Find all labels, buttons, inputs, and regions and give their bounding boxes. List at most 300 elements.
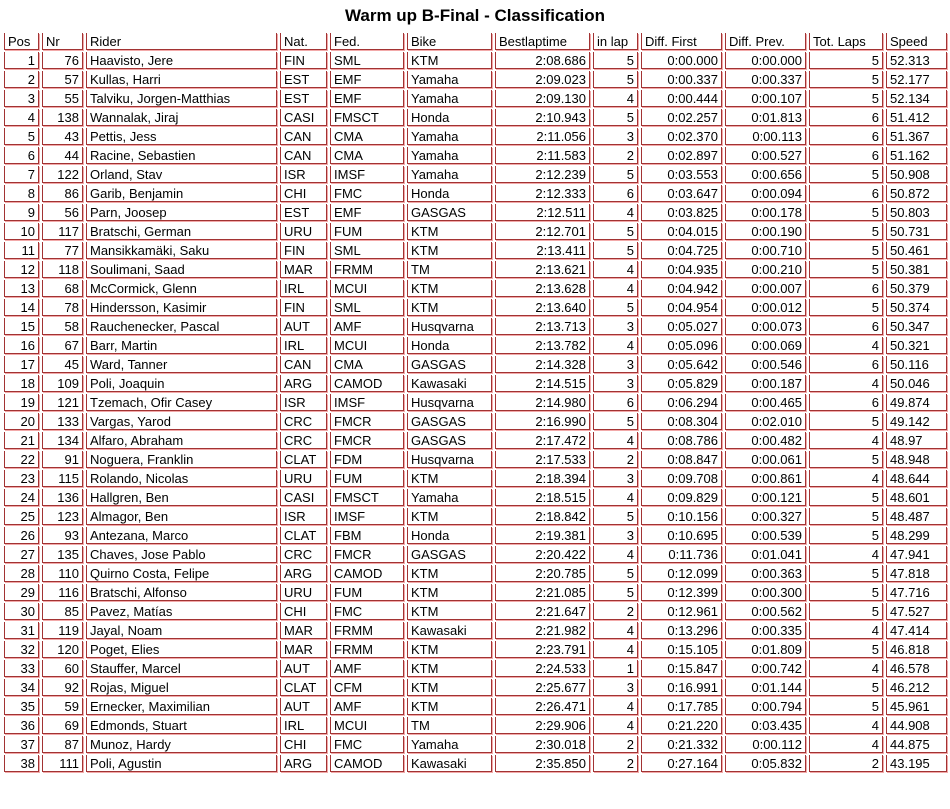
cell-rider: Munoz, Hardy — [86, 736, 277, 753]
cell-fed: EMF — [330, 204, 404, 221]
cell-pos: 3 — [4, 90, 39, 107]
cell-speed: 44.875 — [886, 736, 947, 753]
cell-diff_prev: 0:00.012 — [725, 299, 806, 316]
cell-rider: Parn, Joosep — [86, 204, 277, 221]
cell-rider: Garib, Benjamin — [86, 185, 277, 202]
cell-tot_laps: 4 — [809, 546, 883, 563]
cell-pos: 35 — [4, 698, 39, 715]
cell-in_lap: 5 — [593, 299, 638, 316]
cell-fed: CAMOD — [330, 375, 404, 392]
cell-nat: CRC — [280, 432, 327, 449]
cell-fed: CMA — [330, 356, 404, 373]
cell-diff_prev: 0:00.742 — [725, 660, 806, 677]
cell-bestlaptime: 2:18.394 — [495, 470, 590, 487]
cell-nr: 91 — [42, 451, 83, 468]
cell-pos: 38 — [4, 755, 39, 772]
cell-tot_laps: 5 — [809, 641, 883, 658]
cell-speed: 47.818 — [886, 565, 947, 582]
cell-in_lap: 5 — [593, 584, 638, 601]
cell-rider: Soulimani, Saad — [86, 261, 277, 278]
cell-rider: Stauffer, Marcel — [86, 660, 277, 677]
cell-diff_first: 0:04.935 — [641, 261, 722, 278]
cell-fed: AMF — [330, 660, 404, 677]
cell-speed: 44.908 — [886, 717, 947, 734]
cell-in_lap: 4 — [593, 698, 638, 715]
cell-bestlaptime: 2:29.906 — [495, 717, 590, 734]
cell-nr: 110 — [42, 565, 83, 582]
cell-fed: FUM — [330, 223, 404, 240]
cell-fed: FBM — [330, 527, 404, 544]
cell-bike: KTM — [407, 508, 492, 525]
table-row — [4, 489, 947, 506]
cell-speed: 48.644 — [886, 470, 947, 487]
cell-bike: Yamaha — [407, 166, 492, 183]
cell-nat: CLAT — [280, 679, 327, 696]
cell-in_lap: 5 — [593, 508, 638, 525]
cell-bestlaptime: 2:13.628 — [495, 280, 590, 297]
table-row — [4, 128, 947, 145]
cell-nat: IRL — [280, 280, 327, 297]
cell-diff_prev: 0:00.546 — [725, 356, 806, 373]
cell-diff_first: 0:02.370 — [641, 128, 722, 145]
cell-rider: Mansikkamäki, Saku — [86, 242, 277, 259]
cell-bestlaptime: 2:18.842 — [495, 508, 590, 525]
cell-in_lap: 3 — [593, 356, 638, 373]
cell-in_lap: 6 — [593, 394, 638, 411]
cell-diff_prev: 0:00.465 — [725, 394, 806, 411]
cell-in_lap: 4 — [593, 204, 638, 221]
cell-fed: EMF — [330, 90, 404, 107]
cell-bike: Yamaha — [407, 147, 492, 164]
cell-pos: 8 — [4, 185, 39, 202]
cell-fed: FRMM — [330, 641, 404, 658]
cell-bike: TM — [407, 261, 492, 278]
cell-fed: FRMM — [330, 622, 404, 639]
header-cell-rider: Rider — [86, 33, 277, 50]
table-row — [4, 603, 947, 620]
cell-pos: 17 — [4, 356, 39, 373]
cell-in_lap: 5 — [593, 223, 638, 240]
cell-pos: 30 — [4, 603, 39, 620]
cell-rider: Poget, Elies — [86, 641, 277, 658]
table-row — [4, 451, 947, 468]
cell-bike: KTM — [407, 52, 492, 69]
cell-nr: 85 — [42, 603, 83, 620]
header-cell-nr: Nr — [42, 33, 83, 50]
cell-diff_first: 0:21.332 — [641, 736, 722, 753]
cell-diff_prev: 0:00.000 — [725, 52, 806, 69]
cell-tot_laps: 5 — [809, 489, 883, 506]
table-row — [4, 641, 947, 658]
cell-bestlaptime: 2:14.328 — [495, 356, 590, 373]
header-cell-speed: Speed — [886, 33, 947, 50]
cell-bestlaptime: 2:24.533 — [495, 660, 590, 677]
cell-tot_laps: 6 — [809, 185, 883, 202]
cell-diff_first: 0:00.337 — [641, 71, 722, 88]
cell-rider: Rolando, Nicolas — [86, 470, 277, 487]
cell-fed: FMCR — [330, 432, 404, 449]
cell-in_lap: 4 — [593, 641, 638, 658]
cell-fed: FUM — [330, 584, 404, 601]
table-row — [4, 375, 947, 392]
cell-pos: 33 — [4, 660, 39, 677]
cell-speed: 48.601 — [886, 489, 947, 506]
cell-nr: 123 — [42, 508, 83, 525]
table-row — [4, 736, 947, 753]
cell-nat: ISR — [280, 508, 327, 525]
cell-speed: 50.379 — [886, 280, 947, 297]
cell-diff_prev: 0:00.121 — [725, 489, 806, 506]
cell-bestlaptime: 2:17.472 — [495, 432, 590, 449]
header-cell-nat: Nat. — [280, 33, 327, 50]
cell-speed: 50.461 — [886, 242, 947, 259]
cell-rider: Vargas, Yarod — [86, 413, 277, 430]
cell-in_lap: 4 — [593, 337, 638, 354]
cell-in_lap: 5 — [593, 565, 638, 582]
cell-bike: Kawasaki — [407, 375, 492, 392]
cell-rider: Quirno Costa, Felipe — [86, 565, 277, 582]
cell-bestlaptime: 2:09.130 — [495, 90, 590, 107]
cell-diff_first: 0:13.296 — [641, 622, 722, 639]
cell-bike: Yamaha — [407, 71, 492, 88]
table-row — [4, 337, 947, 354]
cell-nat: AUT — [280, 660, 327, 677]
table-row — [4, 261, 947, 278]
cell-fed: IMSF — [330, 508, 404, 525]
cell-nr: 109 — [42, 375, 83, 392]
cell-bike: Yamaha — [407, 736, 492, 753]
cell-diff_prev: 0:05.832 — [725, 755, 806, 772]
cell-speed: 49.874 — [886, 394, 947, 411]
cell-pos: 27 — [4, 546, 39, 563]
cell-tot_laps: 4 — [809, 470, 883, 487]
table-row — [4, 242, 947, 259]
cell-tot_laps: 6 — [809, 394, 883, 411]
cell-fed: IMSF — [330, 394, 404, 411]
table-row — [4, 413, 947, 430]
cell-speed: 50.731 — [886, 223, 947, 240]
table-row — [4, 109, 947, 126]
cell-rider: Rojas, Miguel — [86, 679, 277, 696]
cell-rider: Bratschi, Alfonso — [86, 584, 277, 601]
cell-diff_first: 0:17.785 — [641, 698, 722, 715]
cell-fed: CAMOD — [330, 755, 404, 772]
cell-nr: 87 — [42, 736, 83, 753]
header-cell-tot_laps: Tot. Laps — [809, 33, 883, 50]
cell-rider: Rauchenecker, Pascal — [86, 318, 277, 335]
table-row — [4, 52, 947, 69]
cell-diff_prev: 0:00.061 — [725, 451, 806, 468]
cell-pos: 12 — [4, 261, 39, 278]
cell-tot_laps: 5 — [809, 299, 883, 316]
cell-rider: Jayal, Noam — [86, 622, 277, 639]
cell-bestlaptime: 2:12.333 — [495, 185, 590, 202]
cell-bestlaptime: 2:13.713 — [495, 318, 590, 335]
cell-diff_prev: 0:00.527 — [725, 147, 806, 164]
cell-nat: ISR — [280, 166, 327, 183]
cell-pos: 2 — [4, 71, 39, 88]
cell-bike: Honda — [407, 109, 492, 126]
cell-in_lap: 4 — [593, 489, 638, 506]
cell-fed: FDM — [330, 451, 404, 468]
cell-speed: 50.381 — [886, 261, 947, 278]
cell-bestlaptime: 2:09.023 — [495, 71, 590, 88]
cell-nat: CRC — [280, 546, 327, 563]
cell-diff_prev: 0:00.335 — [725, 622, 806, 639]
cell-pos: 18 — [4, 375, 39, 392]
cell-nr: 135 — [42, 546, 83, 563]
header-cell-bestlaptime: Bestlaptime — [495, 33, 590, 50]
cell-in_lap: 5 — [593, 52, 638, 69]
cell-nat: CASI — [280, 109, 327, 126]
table-row — [4, 356, 947, 373]
cell-nat: ARG — [280, 375, 327, 392]
cell-fed: SML — [330, 52, 404, 69]
cell-tot_laps: 2 — [809, 755, 883, 772]
cell-in_lap: 6 — [593, 185, 638, 202]
cell-in_lap: 2 — [593, 603, 638, 620]
cell-nat: CASI — [280, 489, 327, 506]
cell-in_lap: 4 — [593, 280, 638, 297]
cell-fed: IMSF — [330, 166, 404, 183]
cell-rider: Ward, Tanner — [86, 356, 277, 373]
table-row — [4, 470, 947, 487]
cell-bike: Yamaha — [407, 489, 492, 506]
cell-nr: 133 — [42, 413, 83, 430]
cell-diff_prev: 0:00.363 — [725, 565, 806, 582]
cell-in_lap: 4 — [593, 717, 638, 734]
cell-rider: Wannalak, Jiraj — [86, 109, 277, 126]
cell-rider: Poli, Agustin — [86, 755, 277, 772]
cell-diff_first: 0:21.220 — [641, 717, 722, 734]
cell-pos: 34 — [4, 679, 39, 696]
cell-in_lap: 3 — [593, 679, 638, 696]
cell-in_lap: 2 — [593, 736, 638, 753]
cell-bestlaptime: 2:21.982 — [495, 622, 590, 639]
cell-fed: FMCR — [330, 546, 404, 563]
cell-speed: 50.321 — [886, 337, 947, 354]
cell-fed: FUM — [330, 470, 404, 487]
cell-rider: Tzemach, Ofir Casey — [86, 394, 277, 411]
cell-in_lap: 4 — [593, 546, 638, 563]
cell-bestlaptime: 2:13.782 — [495, 337, 590, 354]
cell-nat: URU — [280, 223, 327, 240]
cell-bestlaptime: 2:13.411 — [495, 242, 590, 259]
cell-tot_laps: 5 — [809, 413, 883, 430]
cell-nr: 115 — [42, 470, 83, 487]
cell-diff_first: 0:03.647 — [641, 185, 722, 202]
cell-bike: Yamaha — [407, 128, 492, 145]
cell-fed: AMF — [330, 698, 404, 715]
cell-nat: ARG — [280, 755, 327, 772]
cell-diff_first: 0:15.105 — [641, 641, 722, 658]
cell-tot_laps: 5 — [809, 204, 883, 221]
cell-diff_prev: 0:00.187 — [725, 375, 806, 392]
cell-diff_first: 0:06.294 — [641, 394, 722, 411]
cell-diff_first: 0:09.829 — [641, 489, 722, 506]
cell-nr: 76 — [42, 52, 83, 69]
cell-nat: EST — [280, 71, 327, 88]
cell-bike: Kawasaki — [407, 755, 492, 772]
cell-nr: 118 — [42, 261, 83, 278]
header-cell-bike: Bike — [407, 33, 492, 50]
table-row — [4, 622, 947, 639]
cell-fed: FMC — [330, 603, 404, 620]
cell-diff_first: 0:16.991 — [641, 679, 722, 696]
cell-fed: SML — [330, 299, 404, 316]
cell-nr: 111 — [42, 755, 83, 772]
cell-rider: Kullas, Harri — [86, 71, 277, 88]
cell-diff_first: 0:04.942 — [641, 280, 722, 297]
cell-bike: Kawasaki — [407, 622, 492, 639]
cell-bike: Husqvarna — [407, 394, 492, 411]
cell-bestlaptime: 2:14.515 — [495, 375, 590, 392]
cell-in_lap: 2 — [593, 755, 638, 772]
cell-speed: 50.803 — [886, 204, 947, 221]
table-row — [4, 223, 947, 240]
header-cell-diff_first: Diff. First — [641, 33, 722, 50]
cell-nat: URU — [280, 584, 327, 601]
cell-tot_laps: 5 — [809, 261, 883, 278]
cell-nr: 120 — [42, 641, 83, 658]
cell-tot_laps: 5 — [809, 527, 883, 544]
cell-bestlaptime: 2:14.980 — [495, 394, 590, 411]
cell-rider: Hindersson, Kasimir — [86, 299, 277, 316]
cell-bestlaptime: 2:12.511 — [495, 204, 590, 221]
cell-bestlaptime: 2:10.943 — [495, 109, 590, 126]
cell-bike: TM — [407, 717, 492, 734]
cell-pos: 15 — [4, 318, 39, 335]
cell-pos: 1 — [4, 52, 39, 69]
cell-speed: 50.116 — [886, 356, 947, 373]
table-row — [4, 90, 947, 107]
cell-bestlaptime: 2:21.085 — [495, 584, 590, 601]
cell-tot_laps: 6 — [809, 356, 883, 373]
cell-bike: KTM — [407, 679, 492, 696]
cell-nr: 92 — [42, 679, 83, 696]
cell-in_lap: 3 — [593, 128, 638, 145]
cell-nat: CHI — [280, 603, 327, 620]
cell-fed: FRMM — [330, 261, 404, 278]
cell-rider: Almagor, Ben — [86, 508, 277, 525]
cell-rider: Edmonds, Stuart — [86, 717, 277, 734]
cell-nat: FIN — [280, 299, 327, 316]
cell-tot_laps: 4 — [809, 736, 883, 753]
cell-tot_laps: 5 — [809, 679, 883, 696]
cell-nat: IRL — [280, 717, 327, 734]
cell-bestlaptime: 2:16.990 — [495, 413, 590, 430]
cell-nr: 68 — [42, 280, 83, 297]
table-row — [4, 166, 947, 183]
cell-in_lap: 4 — [593, 90, 638, 107]
cell-nat: FIN — [280, 52, 327, 69]
cell-tot_laps: 5 — [809, 698, 883, 715]
cell-speed: 52.134 — [886, 90, 947, 107]
cell-diff_prev: 0:01.144 — [725, 679, 806, 696]
cell-tot_laps: 6 — [809, 128, 883, 145]
cell-pos: 10 — [4, 223, 39, 240]
cell-nr: 60 — [42, 660, 83, 677]
cell-nat: CLAT — [280, 527, 327, 544]
cell-speed: 49.142 — [886, 413, 947, 430]
cell-rider: Chaves, Jose Pablo — [86, 546, 277, 563]
cell-rider: Hallgren, Ben — [86, 489, 277, 506]
cell-nat: ARG — [280, 565, 327, 582]
cell-tot_laps: 4 — [809, 375, 883, 392]
cell-speed: 46.578 — [886, 660, 947, 677]
cell-diff_prev: 0:00.300 — [725, 584, 806, 601]
table-row — [4, 508, 947, 525]
cell-diff_prev: 0:01.809 — [725, 641, 806, 658]
table-row — [4, 755, 947, 772]
cell-speed: 47.941 — [886, 546, 947, 563]
cell-bike: KTM — [407, 565, 492, 582]
cell-in_lap: 5 — [593, 242, 638, 259]
cell-diff_prev: 0:00.190 — [725, 223, 806, 240]
cell-diff_first: 0:12.961 — [641, 603, 722, 620]
cell-pos: 21 — [4, 432, 39, 449]
cell-fed: MCUI — [330, 337, 404, 354]
table-row — [4, 147, 947, 164]
cell-nr: 122 — [42, 166, 83, 183]
cell-tot_laps: 4 — [809, 432, 883, 449]
cell-speed: 50.374 — [886, 299, 947, 316]
cell-in_lap: 2 — [593, 147, 638, 164]
cell-diff_prev: 0:00.073 — [725, 318, 806, 335]
cell-diff_prev: 0:03.435 — [725, 717, 806, 734]
cell-diff_prev: 0:00.112 — [725, 736, 806, 753]
cell-nr: 43 — [42, 128, 83, 145]
cell-tot_laps: 5 — [809, 90, 883, 107]
cell-in_lap: 4 — [593, 261, 638, 278]
cell-bike: Husqvarna — [407, 318, 492, 335]
cell-rider: Pettis, Jess — [86, 128, 277, 145]
cell-tot_laps: 5 — [809, 451, 883, 468]
cell-fed: CMA — [330, 147, 404, 164]
cell-nat: ISR — [280, 394, 327, 411]
cell-diff_first: 0:04.725 — [641, 242, 722, 259]
cell-nr: 117 — [42, 223, 83, 240]
cell-bike: GASGAS — [407, 546, 492, 563]
cell-bestlaptime: 2:30.018 — [495, 736, 590, 753]
cell-bestlaptime: 2:20.422 — [495, 546, 590, 563]
cell-fed: CAMOD — [330, 565, 404, 582]
cell-pos: 4 — [4, 109, 39, 126]
cell-diff_prev: 0:00.861 — [725, 470, 806, 487]
cell-nr: 44 — [42, 147, 83, 164]
cell-pos: 37 — [4, 736, 39, 753]
cell-nr: 78 — [42, 299, 83, 316]
cell-pos: 16 — [4, 337, 39, 354]
cell-diff_first: 0:05.642 — [641, 356, 722, 373]
results-table — [1, 31, 950, 774]
cell-nat: CRC — [280, 413, 327, 430]
cell-nr: 56 — [42, 204, 83, 221]
cell-speed: 47.527 — [886, 603, 947, 620]
table-row — [4, 679, 947, 696]
cell-pos: 5 — [4, 128, 39, 145]
cell-speed: 48.948 — [886, 451, 947, 468]
cell-pos: 7 — [4, 166, 39, 183]
cell-nat: AUT — [280, 318, 327, 335]
page-title: Warm up B-Final - Classification — [344, 6, 606, 25]
cell-diff_prev: 0:00.794 — [725, 698, 806, 715]
cell-nat: URU — [280, 470, 327, 487]
cell-pos: 26 — [4, 527, 39, 544]
cell-fed: FMSCT — [330, 489, 404, 506]
cell-pos: 13 — [4, 280, 39, 297]
table-row — [4, 698, 947, 715]
